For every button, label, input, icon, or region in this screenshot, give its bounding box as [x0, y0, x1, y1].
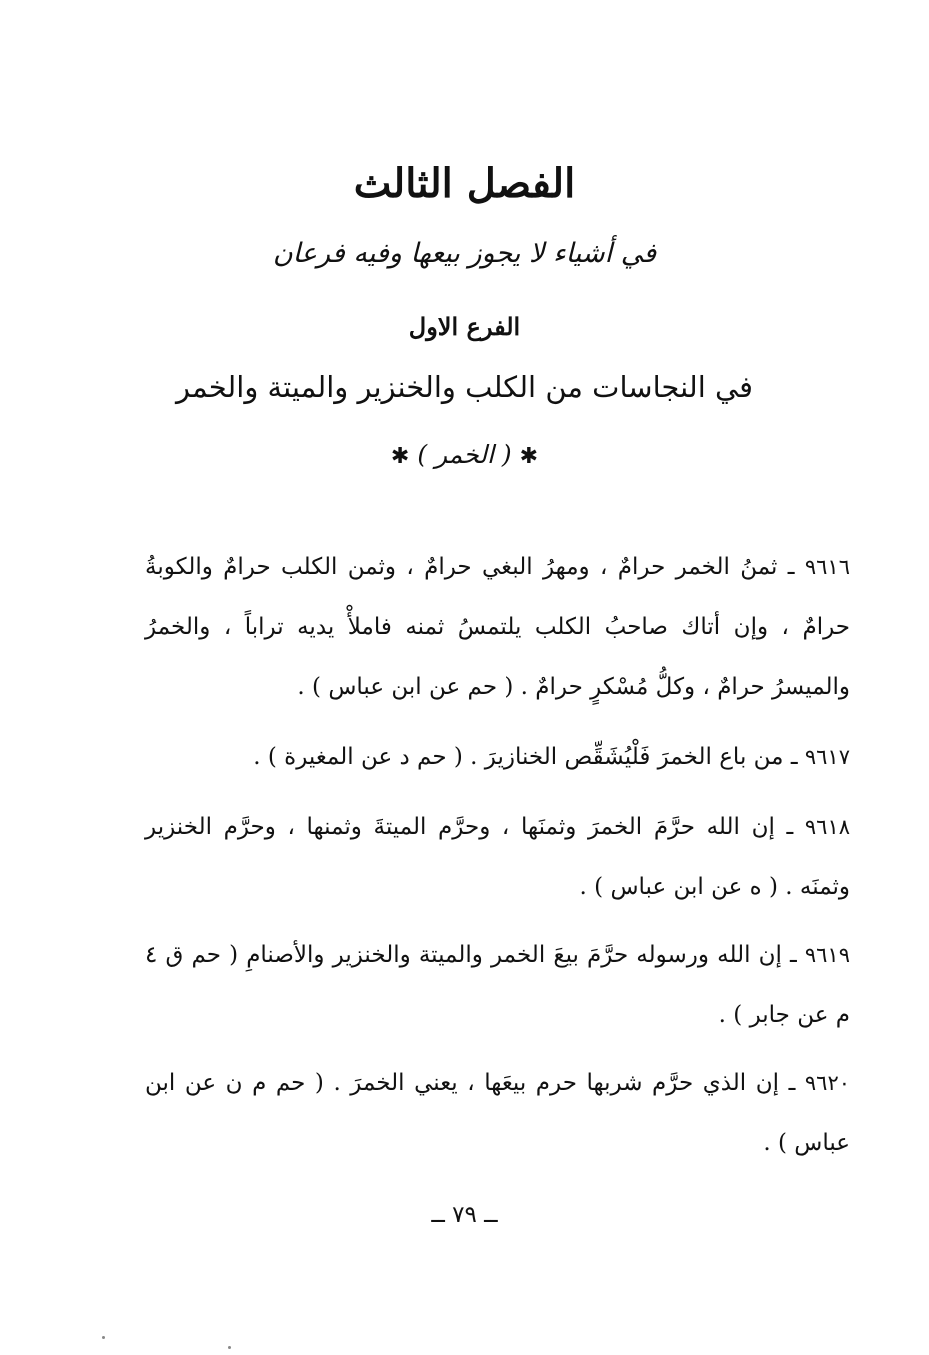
hadith-item — [145, 537, 850, 717]
hadith-item — [145, 797, 850, 917]
hadith-number: ٩٦١٨ — [804, 815, 851, 839]
topic-title: ( الخمر ) — [417, 440, 512, 469]
star-icon: ✱ — [390, 444, 410, 469]
hadith-item — [145, 1053, 850, 1173]
hadith-text: ثمنُ الخمر حرامٌ ، ومهرُ البغي حرامٌ ، وثمن الكلب حرامٌ والكوبةُ حرامٌ ، وإن أتاك صاحبُ الكلب يلتمسُ ثمنه فاملأْ يديه تراباً ، والخمرُ والميسرُ حرامٌ ، وكلُّ مُسْكرٍ حرامٌ . ( حم عن ابن عباس ) . — [145, 554, 850, 700]
hadith-list — [145, 537, 850, 1173]
hadith-text: إن الله حرَّمَ الخمرَ وثمنَها ، وحرَّم الميتةَ وثمنها ، وحرَّم الخنزير وثمنَه . ( ه عن ابن عباس ) . — [145, 814, 850, 900]
topic-heading — [0, 440, 929, 469]
hadith-dash: ـ — [788, 1070, 796, 1096]
hadith-dash: ـ — [790, 942, 797, 968]
page-number: ــ ٧٩ ــ — [431, 1202, 498, 1228]
branch-title: الفرع الاول — [408, 312, 521, 341]
branch-subtitle: في النجاسات من الكلب والخنزير والميتة والخمر — [175, 370, 754, 404]
hadith-number: ٩٦١٧ — [804, 745, 850, 769]
hadith-text: إن الذي حرَّم شربها حرم بيعَها ، يعني الخمرَ . ( حم م ن عن ابن عباس ) . — [145, 1070, 850, 1156]
star-icon: ✱ — [519, 444, 539, 469]
hadith-number: ٩٦٢٠ — [804, 1071, 851, 1095]
hadith-text: إن الله ورسوله حرَّمَ بيعَ الخمر والميتة والخنزير والأصنامِ ( حم ق ٤ م عن جابر ) . — [145, 942, 850, 1028]
hadith-dash: ـ — [790, 744, 798, 770]
hadith-dash: ـ — [787, 554, 795, 580]
scan-speck — [228, 1346, 231, 1349]
hadith-item — [145, 925, 850, 1045]
hadith-item — [145, 727, 850, 787]
hadith-number: ٩٦١٩ — [804, 943, 850, 967]
chapter-title: الفصل الثالث — [353, 160, 576, 207]
chapter-subtitle: في أشياء لا يجوز بيعها وفيه فرعان — [272, 238, 657, 269]
hadith-dash: ـ — [786, 814, 794, 840]
hadith-text: من باع الخمرَ فَلْيُشَقِّص الخنازيرَ . ( حم د عن المغيرة ) . — [253, 744, 784, 770]
hadith-number: ٩٦١٦ — [804, 555, 850, 579]
scan-speck — [102, 1336, 105, 1339]
